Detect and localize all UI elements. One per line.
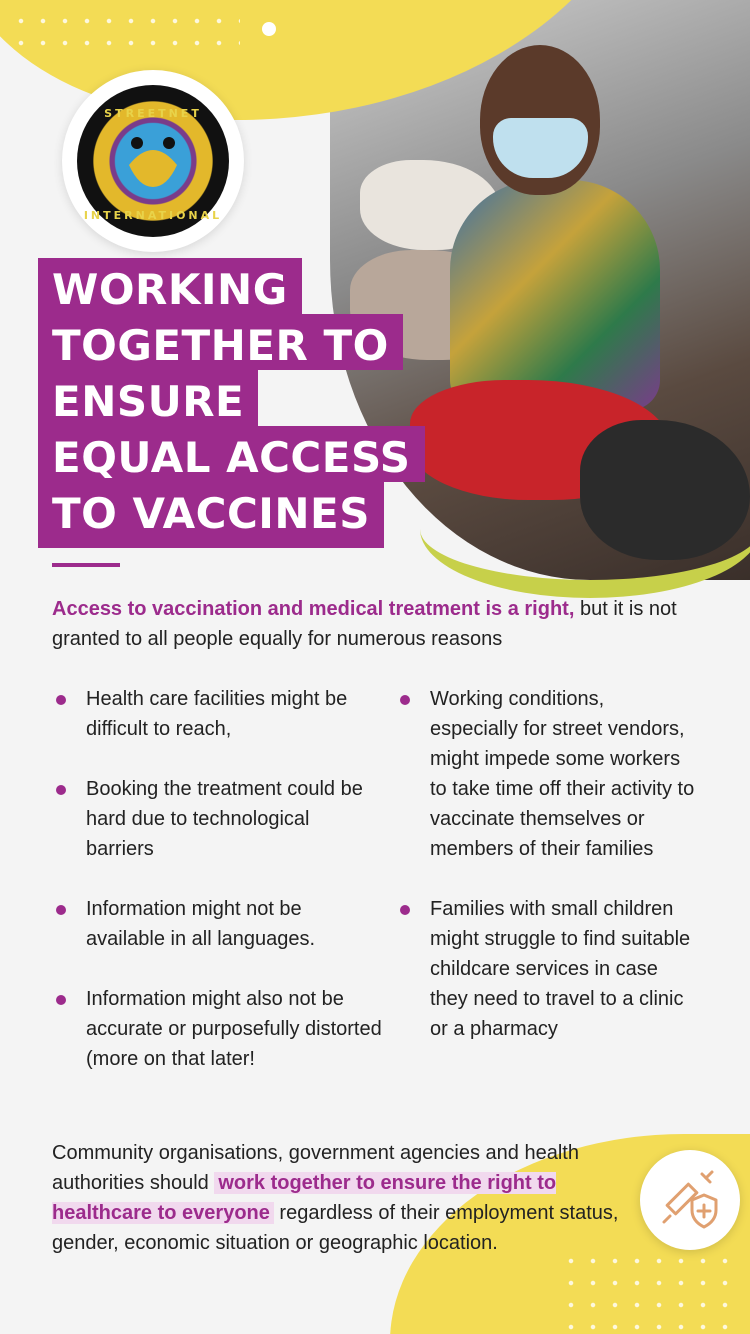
logo-text-bottom: INTERNATIONAL bbox=[83, 209, 223, 222]
list-item-text: Information might also not be accurate or purposefully distorted (more on that later! bbox=[86, 988, 382, 1070]
decor-dots bbox=[10, 10, 240, 50]
list-item-text: Booking the treatment could be hard due to technological barriers bbox=[86, 778, 363, 860]
bullet-dot-icon bbox=[52, 684, 86, 744]
logo-emblem bbox=[77, 85, 229, 237]
headline-line-1: WORKING bbox=[38, 258, 302, 314]
syringe-shield-icon bbox=[640, 1150, 740, 1250]
list-item bbox=[52, 684, 382, 744]
list-item bbox=[52, 984, 382, 1074]
logo-text-top: STREETNET bbox=[104, 107, 202, 120]
list-item bbox=[396, 684, 696, 864]
bullet-dot-icon bbox=[52, 774, 86, 864]
list-item bbox=[396, 894, 696, 1044]
streetnet-logo bbox=[62, 70, 244, 252]
closing-after: regardless of their employment status, gender, economic situation or geographic location. bbox=[52, 1202, 619, 1254]
list-item-text: Working conditions, especially for street vendors, might impede some workers to take time off their activity to vaccinate themselves or members of their families bbox=[430, 688, 695, 860]
closing-highlight: work together to ensure the right to healthcare to everyone bbox=[52, 1172, 557, 1224]
list-item-text: Families with small children might struggle to find suitable childcare services in case they need to travel to a clinic or a pharmacy bbox=[430, 898, 691, 1040]
decor-dots-bottom bbox=[560, 1250, 740, 1330]
decor-white-dot bbox=[262, 22, 276, 36]
closing-paragraph bbox=[52, 1138, 652, 1258]
divider bbox=[52, 563, 120, 567]
list-item bbox=[52, 774, 382, 864]
list-item-text: Information might not be available in all languages. bbox=[86, 898, 316, 950]
closing-before: Community organisations, government agencies and health authorities should bbox=[52, 1142, 579, 1194]
headline bbox=[38, 258, 438, 548]
bullet-dot-icon bbox=[396, 684, 430, 864]
list-item bbox=[52, 894, 382, 954]
decor-green-sweep bbox=[420, 460, 750, 598]
headline-line-5: TO VACCINES bbox=[38, 482, 384, 548]
list-item-text: Health care facilities might be difficult to reach, bbox=[86, 688, 348, 740]
headline-line-3: ENSURE bbox=[38, 370, 258, 426]
bullet-dot-icon bbox=[52, 984, 86, 1074]
intro-paragraph bbox=[52, 594, 702, 654]
headline-line-2: TOGETHER TO bbox=[38, 314, 403, 370]
bullet-dot-icon bbox=[396, 894, 430, 1044]
bullet-list-right bbox=[396, 684, 696, 1074]
intro-highlight: Access to vaccination and medical treatment is a right, bbox=[52, 598, 575, 620]
intro-rest: but it is not granted to all people equally for numerous reasons bbox=[52, 598, 677, 650]
bullet-list-left bbox=[52, 684, 382, 1104]
headline-line-4: EQUAL ACCESS bbox=[38, 426, 425, 482]
bullet-dot-icon bbox=[52, 894, 86, 954]
